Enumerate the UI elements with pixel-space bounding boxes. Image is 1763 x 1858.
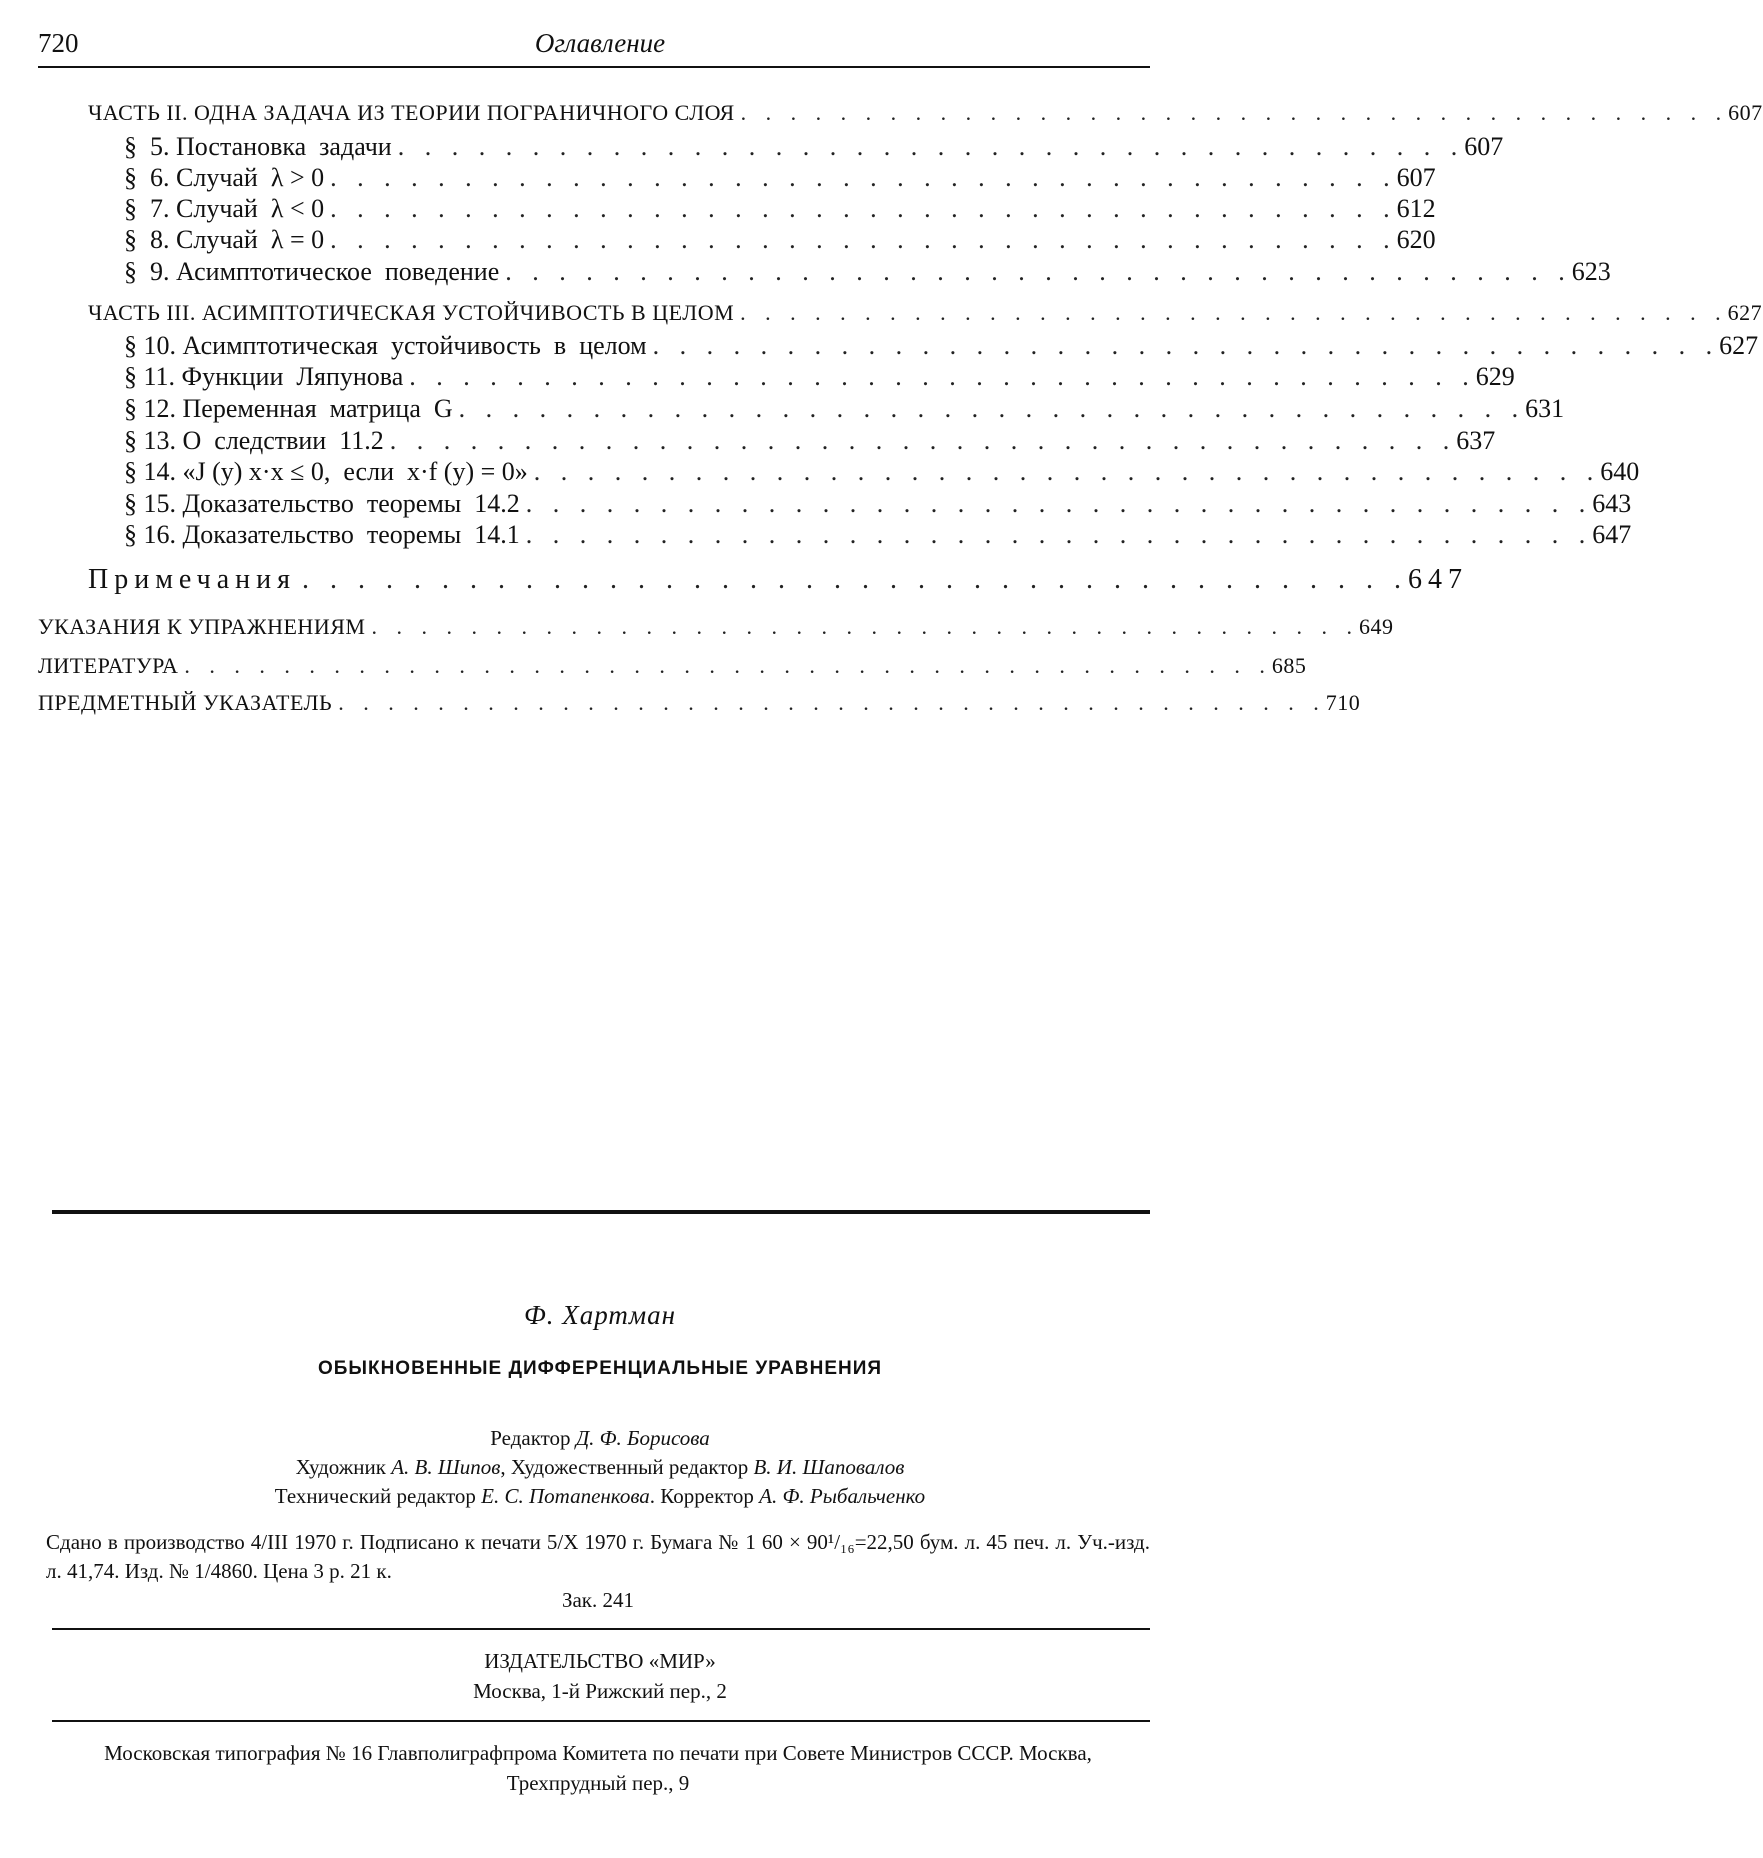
toc-entry-page: 627	[1719, 331, 1759, 360]
toc-entry-part-3	[88, 300, 1763, 334]
toc-entry-page: 607	[1396, 163, 1436, 192]
toc-entry-section-5	[124, 132, 1504, 166]
proofreader-name: А. Ф. Рыбальченко	[759, 1484, 926, 1508]
toc-entry-page: 631	[1525, 394, 1565, 423]
toc-entry-title: § 7. Случай λ < 0	[124, 194, 325, 223]
dot-leader: . . . . . . . . . . . . . . . . . . . . . . . . . . . . . . . . . . . . . . . .	[533, 457, 1601, 486]
toc-entry-literature	[38, 653, 1307, 687]
toc-entry-page: 710	[1325, 690, 1361, 715]
editor-name: Д. Ф. Борисова	[575, 1426, 710, 1450]
toc-entry-section-12	[124, 394, 1565, 428]
toc-entry-section-10	[124, 331, 1759, 365]
toc-entry-page: 607	[1728, 100, 1763, 125]
dot-leader: . . . . . . . . . . . . . . . . . . . . . . . . . . . . . . . . . . . . . . . .	[330, 163, 1397, 192]
toc-entry-page: 629	[1475, 362, 1515, 391]
tech-editor-label: Технический редактор	[274, 1484, 476, 1508]
editor-label: Редактор	[490, 1426, 571, 1450]
book-title: ОБЫКНОВЕННЫЕ ДИФФЕРЕНЦИАЛЬНЫЕ УРАВНЕНИЯ	[317, 1358, 883, 1379]
toc-entry-section-11	[124, 362, 1515, 396]
toc-entry-section-6	[124, 163, 1436, 197]
toc-entry-page: 620	[1396, 225, 1436, 254]
credits	[0, 1424, 1200, 1511]
credits-line-tech: Технический редактор Е. С. Потапенкова. Корректор А. Ф. Рыбальченко	[274, 1484, 926, 1508]
toc-entry-title: § 5. Постановка задачи	[124, 132, 392, 161]
dot-leader: . . . . . . . . . . . . . . . . . . . . . . . . . . . . . . . . . . . . . . . .	[330, 225, 1397, 254]
toc-entry-title: § 8. Случай λ = 0	[124, 225, 325, 254]
toc-entry-title: § 11. Функции Ляпунова	[124, 362, 404, 391]
dot-leader: . . . . . . . . . . . . . . . . . . . . . . . . . . . . . . . . . . . . . . . .	[525, 489, 1593, 518]
dot-leader: . . . . . . . . . . . . . . . . . . . . . . . . . . . . . . . . . . . . . . . .	[338, 690, 1326, 715]
tech-editor-name: Е. С. Потапенкова	[481, 1484, 650, 1508]
dot-leader: . . . . . . . . . . . . . . . . . . . . . . . . . . . . . . . . . . . . . . . .	[302, 564, 1409, 595]
art-editor-label: Художественный редактор	[510, 1455, 749, 1479]
dot-leader: . . . . . . . . . . . . . . . . . . . . . . . . . . . . . . . . . . . . . . . .	[330, 194, 1397, 223]
toc-entry-page: 643	[1592, 489, 1632, 518]
toc-entry-title: ЧАСТЬ III. АСИМПТОТИЧЕСКАЯ УСТОЙЧИВОСТЬ В ЦЕЛОМ	[88, 300, 735, 325]
dot-leader: . . . . . . . . . . . . . . . . . . . . . . . . . . . . . . . . . . . . . . . .	[652, 331, 1720, 360]
toc-entry-subject-index	[38, 690, 1361, 724]
toc-entry-title: § 14. «J (y) x·x ≤ 0, если x·f (y) = 0»	[124, 457, 528, 486]
credits-line-artists: Художник А. В. Шипов, Художественный редактор В. И. Шаповалов	[295, 1455, 905, 1479]
header-rule	[38, 66, 1150, 68]
toc-entry-title: § 9. Асимптотическое поведение	[124, 257, 500, 286]
publisher-address: Москва, 1-й Рижский пер., 2	[473, 1679, 727, 1703]
rule-thin-1	[52, 1628, 1150, 1630]
dot-leader: . . . . . . . . . . . . . . . . . . . . . . . . . . . . . . . . . . . . . . . .	[389, 426, 1457, 455]
toc-entry-section-9	[124, 257, 1611, 291]
toc-entry-section-13	[124, 426, 1496, 460]
running-title: Оглавление	[534, 28, 666, 58]
art-editor-name: В. И. Шаповалов	[753, 1455, 905, 1479]
toc-entry-section-8	[124, 225, 1436, 259]
toc-entry-title: Примечания	[88, 564, 297, 595]
toc-entry-page: 607	[1464, 132, 1504, 161]
print-details	[46, 1528, 1150, 1615]
dot-leader: . . . . . . . . . . . . . . . . . . . . . . . . . . . . . . . . . . . . . . . .	[409, 362, 1476, 391]
toc-entry-page: 637	[1456, 426, 1496, 455]
order-number: Зак. 241	[561, 1588, 635, 1612]
toc-entry-page: 685	[1271, 653, 1307, 678]
publisher-block	[0, 1646, 1200, 1706]
toc-entry-section-16	[124, 520, 1632, 554]
toc-entry-title: § 13. О следствии 11.2	[124, 426, 384, 455]
toc-entry-part-2	[88, 100, 1763, 134]
credits-line-editor	[0, 1424, 1200, 1453]
proofreader-label: Корректор	[660, 1484, 754, 1508]
toc-entry-title: УКАЗАНИЯ К УПРАЖНЕНИЯМ	[38, 614, 366, 639]
toc-entry-page: 612	[1396, 194, 1436, 223]
dot-leader: . . . . . . . . . . . . . . . . . . . . . . . . . . . . . . . . . . . . . . . .	[740, 300, 1728, 325]
dot-leader: . . . . . . . . . . . . . . . . . . . . . . . . . . . . . . . . . . . . . . . . . . . .	[184, 653, 1272, 678]
author-name: Ф. Хартман	[524, 1300, 676, 1330]
page-number: 720	[38, 28, 79, 58]
toc-entry-title: ЧАСТЬ II. ОДНА ЗАДАЧА ИЗ ТЕОРИИ ПОГРАНИЧНОГО СЛОЯ	[88, 100, 735, 125]
toc-entry-title: § 6. Случай λ > 0	[124, 163, 325, 192]
toc-entry-page: 647	[1408, 564, 1469, 595]
toc-entry-page: 623	[1571, 257, 1611, 286]
toc-entry-page: 640	[1600, 457, 1640, 486]
toc-entry-page: 649	[1358, 614, 1394, 639]
artist-name: А. В. Шипов	[391, 1455, 501, 1479]
toc-entry-title: ЛИТЕРАТУРА	[38, 653, 179, 678]
toc-entry-page: 647	[1592, 520, 1632, 549]
toc-entry-section-7	[124, 194, 1436, 228]
toc-entry-page: 627	[1727, 300, 1763, 325]
printer-info: Московская типография № 16 Главполиграфпрома Комитета по печати при Совете Министров СССР. Москва, Трехпрудный пер., 9	[104, 1741, 1092, 1795]
dot-leader: . . . . . . . . . . . . . . . . . . . . . . . . . . . . . . . . . . . . . . . .	[371, 614, 1359, 639]
toc-entry-exercise-hints	[38, 614, 1394, 648]
toc-entry-title: § 10. Асимптотическая устойчивость в целом	[124, 331, 647, 360]
toc-entry-section-15	[124, 489, 1632, 523]
dot-leader: . . . . . . . . . . . . . . . . . . . . . . . . . . . . . . . . . . . . . . . .	[397, 132, 1465, 161]
dot-leader: . . . . . . . . . . . . . . . . . . . . . . . . . . . . . . . . . . . . . . . .	[505, 257, 1572, 286]
toc-entry-section-14	[124, 457, 1640, 491]
print-details-text: Сдано в производство 4/III 1970 г. Подписано к печати 5/X 1970 г. Бумага № 1 60 × 90¹/₁₆=22,50 бум. л. 45 печ. л. Уч.-изд. л. 41,74. Изд. № 1/4860. Цена 3 р. 21 к.	[46, 1530, 1150, 1583]
toc-entry-notes	[88, 564, 1469, 598]
toc-entry-title: ПРЕДМЕТНЫЙ УКАЗАТЕЛЬ	[38, 690, 333, 715]
dot-leader: . . . . . . . . . . . . . . . . . . . . . . . . . . . . . . . . . . . . . . . .	[458, 394, 1526, 423]
dot-leader: . . . . . . . . . . . . . . . . . . . . . . . . . . . . . . . . . . . . . . . .	[740, 100, 1729, 125]
toc-entry-title: § 12. Переменная матрица G	[124, 394, 453, 423]
dot-leader: . . . . . . . . . . . . . . . . . . . . . . . . . . . . . . . . . . . . . . . .	[525, 520, 1593, 549]
toc-entry-title: § 16. Доказательство теоремы 14.1	[124, 520, 520, 549]
publisher-name: ИЗДАТЕЛЬСТВО «МИР»	[484, 1649, 716, 1673]
colophon-rule-thick	[52, 1210, 1150, 1214]
rule-thin-2	[52, 1720, 1150, 1722]
toc-entry-title: § 15. Доказательство теоремы 14.2	[124, 489, 520, 518]
artist-label: Художник	[295, 1455, 386, 1479]
